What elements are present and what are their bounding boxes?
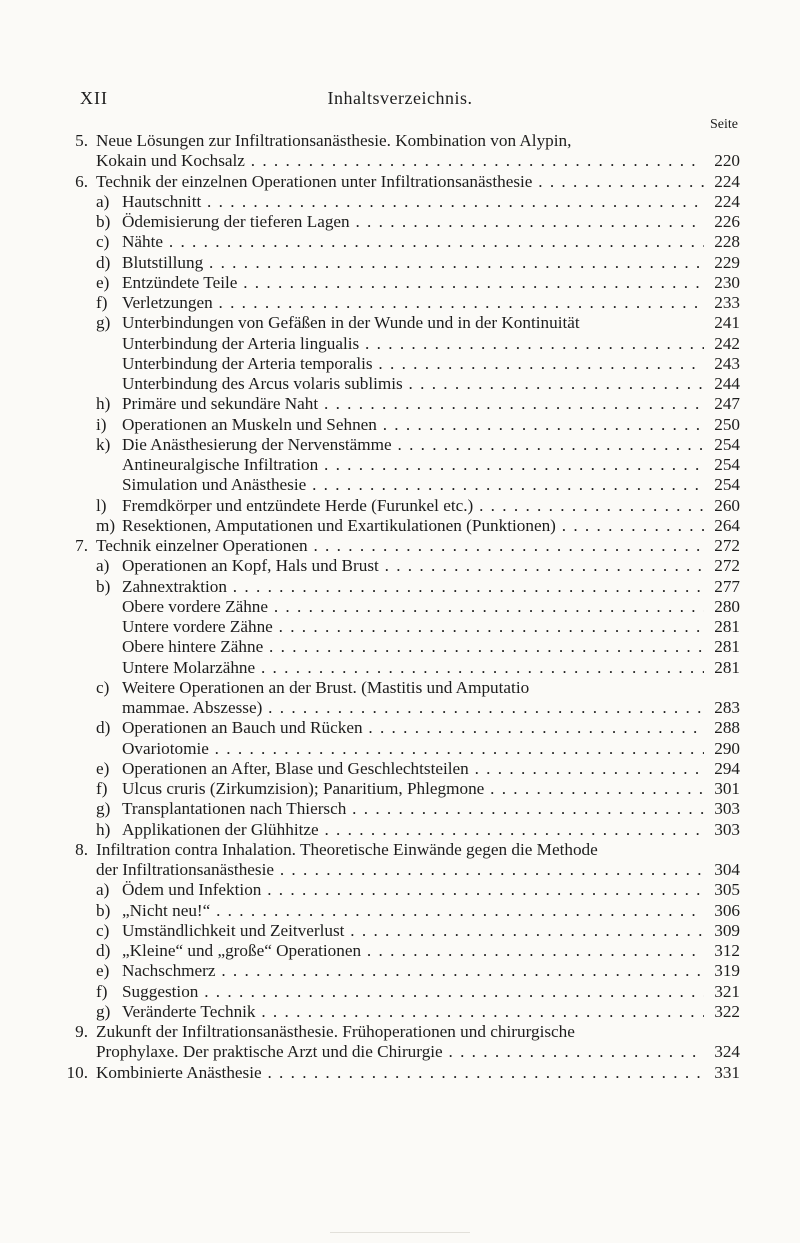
- toc-entry-body: [96, 536, 704, 556]
- toc-entry-page: 303: [714, 819, 740, 839]
- toc-entry-title: Weitere Operationen an der Brust. (Mastitis und Amputatio: [122, 677, 530, 697]
- toc-entry-letter: f): [96, 293, 108, 312]
- toc-entry-body: [96, 901, 704, 921]
- toc-entry-title: Suggestion . . .: [122, 982, 704, 1002]
- toc-entry-body: [96, 739, 704, 759]
- toc-entry-letter: l): [96, 495, 107, 515]
- toc-entry-title: Operationen an Kopf, Hals und Brust . . .: [122, 556, 704, 576]
- toc-entry-body: [96, 435, 704, 455]
- toc-entry-title: Operationen an Bauch und Rücken . . .: [122, 718, 704, 738]
- toc-entry: [66, 536, 740, 556]
- toc-entry-body: [96, 455, 704, 475]
- toc-entry-title: Unterbindung des Arcus volaris sublimis . . .: [122, 374, 704, 394]
- toc-entry-letter: c): [96, 677, 110, 697]
- toc-entry-body: [96, 192, 704, 212]
- toc-entry: [66, 151, 740, 171]
- toc-entry: [66, 273, 740, 293]
- toc-entry-page: 288: [714, 718, 740, 738]
- toc-entry: [66, 1022, 740, 1042]
- toc-entry-page: 224: [714, 191, 740, 211]
- toc-entry-number: 8.: [75, 839, 88, 859]
- toc-entry-body: [96, 941, 704, 961]
- toc-entry: [66, 131, 740, 151]
- toc-entry-letter: a): [96, 880, 110, 900]
- toc-entry: [66, 374, 740, 394]
- toc-entry: [66, 516, 740, 536]
- toc-entry-body: [96, 921, 704, 941]
- toc-entry: [66, 658, 740, 678]
- toc-entry-page: 280: [714, 596, 740, 616]
- toc-entry-title: Untere vordere Zähne . . .: [122, 617, 704, 637]
- toc-entry-title: Blutstillung . . .: [122, 253, 704, 273]
- toc-entry-letter: i): [96, 414, 107, 434]
- toc-entry-page: 260: [714, 495, 740, 515]
- table-of-contents: [66, 131, 740, 1083]
- toc-entry: [66, 435, 740, 455]
- toc-entry-page: 229: [714, 252, 740, 272]
- toc-entry: [66, 901, 740, 921]
- toc-entry-body: [96, 1002, 704, 1022]
- toc-entry-body: [96, 172, 704, 192]
- toc-entry-body: [96, 1063, 704, 1083]
- toc-entry-page: 241: [714, 313, 740, 333]
- toc-entry-letter: b): [96, 576, 111, 596]
- toc-entry-body: [96, 232, 704, 252]
- toc-entry-letter: f): [96, 981, 108, 1001]
- toc-entry: [66, 496, 740, 516]
- toc-entry-title: Ovariotomie . . .: [122, 739, 704, 759]
- toc-entry: [66, 293, 740, 313]
- toc-entry-body: [96, 374, 704, 394]
- toc-entry-body: [96, 577, 704, 597]
- toc-entry-title: mammae. Abszesse) . . .: [122, 698, 704, 718]
- toc-entry-page: 281: [714, 657, 740, 677]
- toc-entry-page: 290: [714, 738, 740, 758]
- toc-entry-body: [96, 759, 704, 779]
- toc-entry-page: 224: [714, 171, 740, 191]
- toc-entry-body: [96, 151, 704, 171]
- toc-entry-body: [96, 334, 704, 354]
- toc-entry-body: [96, 820, 704, 840]
- toc-entry-title: Operationen an Muskeln und Sehnen . . .: [122, 415, 704, 435]
- toc-entry: [66, 961, 740, 981]
- toc-entry-page: 301: [714, 779, 740, 798]
- toc-entry-page: 254: [714, 434, 740, 454]
- toc-entry-page: 233: [714, 293, 740, 312]
- toc-entry: [66, 1042, 740, 1062]
- toc-entry-page: 312: [714, 941, 740, 960]
- toc-entry-title: Primäre und sekundäre Naht . . .: [122, 394, 704, 414]
- toc-entry: [66, 415, 740, 435]
- toc-entry-letter: d): [96, 252, 111, 272]
- toc-entry-page: 264: [714, 515, 740, 535]
- toc-entry-body: [96, 415, 704, 435]
- toc-entry-title: Technik einzelner Operationen . . .: [96, 536, 704, 556]
- toc-entry-page: 281: [714, 637, 740, 657]
- toc-entry-title: Kombinierte Anästhesie . . .: [96, 1063, 704, 1083]
- toc-entry-letter: k): [96, 434, 111, 454]
- page-smudge-line: [330, 1232, 470, 1233]
- toc-entry: [66, 617, 740, 637]
- toc-entry-page: 294: [714, 758, 740, 778]
- toc-entry: [66, 475, 740, 495]
- toc-entry-title: Zahnextraktion . . .: [122, 577, 704, 597]
- toc-entry-page: 303: [714, 799, 740, 819]
- toc-entry: [66, 212, 740, 232]
- toc-entry-number: 7.: [75, 536, 88, 555]
- toc-entry: [66, 556, 740, 576]
- toc-entry-title: Zukunft der Infiltrationsanästhesie. Frühoperationen und chirurgische: [96, 1022, 575, 1041]
- toc-entry-title: Resektionen, Amputationen und Exartikulationen (Punktionen) . . .: [122, 516, 704, 536]
- toc-entry: [66, 354, 740, 374]
- toc-entry-page: 277: [714, 576, 740, 596]
- toc-entry-title: Unterbindungen von Gefäßen in der Wunde und in der Kontinuität: [122, 313, 580, 333]
- toc-entry-title: Nachschmerz . . .: [122, 961, 704, 981]
- toc-entry-body: [96, 475, 704, 495]
- toc-entry-page: 244: [714, 374, 740, 393]
- toc-entry-body: [96, 698, 704, 718]
- toc-entry-page: 243: [714, 353, 740, 373]
- toc-entry-page: 242: [714, 333, 740, 353]
- toc-entry: [66, 982, 740, 1002]
- toc-entry-body: [96, 860, 704, 880]
- toc-entry-number: 9.: [75, 1022, 88, 1041]
- toc-entry-letter: a): [96, 191, 110, 211]
- toc-entry-page: 281: [714, 617, 740, 636]
- toc-entry-page: 272: [714, 536, 740, 555]
- toc-entry-title: Ulcus cruris (Zirkumzision); Panaritium, Phlegmone . . .: [122, 779, 704, 799]
- toc-entry-title: „Kleine“ und „große“ Operationen . . .: [122, 941, 704, 961]
- toc-entry-body: [96, 658, 704, 678]
- toc-entry: [66, 880, 740, 900]
- toc-entry: [66, 192, 740, 212]
- toc-entry-body: [96, 617, 704, 637]
- toc-entry-title: Untere Molarzähne . . .: [122, 658, 704, 678]
- toc-entry: [66, 921, 740, 941]
- toc-entry-body: [96, 293, 704, 313]
- page-column-label: Seite: [710, 117, 738, 132]
- toc-entry: [66, 759, 740, 779]
- toc-entry: [66, 232, 740, 252]
- toc-entry-title: Unterbindung der Arteria temporalis . . .: [122, 354, 704, 374]
- toc-entry-letter: b): [96, 900, 111, 920]
- toc-entry-page: 322: [714, 1001, 740, 1021]
- toc-entry-page: 305: [714, 880, 740, 900]
- toc-entry-title: Neue Lösungen zur Infiltrationsanästhesie. Kombination von Alypin,: [96, 131, 572, 150]
- toc-entry-body: [96, 840, 704, 860]
- toc-entry-number: 10.: [66, 1062, 88, 1082]
- toc-entry: [66, 840, 740, 860]
- toc-entry-body: [96, 597, 704, 617]
- toc-entry-body: [96, 394, 704, 414]
- toc-entry-body: [96, 253, 704, 273]
- toc-entry: [66, 394, 740, 414]
- toc-entry-body: [96, 556, 704, 576]
- toc-entry-number: 5.: [75, 131, 88, 150]
- toc-entry-title: der Infiltrationsanästhesie . . .: [96, 860, 704, 880]
- toc-entry-page: 226: [714, 212, 740, 231]
- toc-entry: [66, 820, 740, 840]
- toc-entry-body: [96, 212, 704, 232]
- toc-entry-title: Operationen an After, Blase und Geschlechtsteilen . . .: [122, 759, 704, 779]
- toc-entry-letter: g): [96, 799, 111, 819]
- toc-entry-title: Infiltration contra Inhalation. Theoretische Einwände gegen die Methode: [96, 839, 598, 859]
- toc-entry-body: [96, 496, 704, 516]
- toc-entry-page: 254: [714, 475, 740, 495]
- toc-entry-letter: a): [96, 556, 110, 576]
- toc-entry-title: Umständlichkeit und Zeitverlust . . .: [122, 921, 704, 941]
- toc-entry-title: „Nicht neu!“ . . .: [122, 901, 704, 921]
- toc-entry-title: Ödemisierung der tieferen Lagen . . .: [122, 212, 704, 232]
- toc-entry-letter: c): [96, 232, 110, 252]
- toc-entry: [66, 739, 740, 759]
- toc-entry-body: [96, 516, 704, 536]
- toc-entry-body: [96, 718, 704, 738]
- toc-entry-body: [96, 678, 704, 698]
- toc-entry-page: 306: [714, 900, 740, 920]
- toc-entry-body: [96, 273, 704, 293]
- toc-entry-body: [96, 961, 704, 981]
- toc-entry-title: Die Anästhesierung der Nervenstämme . . .: [122, 435, 704, 455]
- toc-entry-letter: d): [96, 718, 111, 738]
- toc-entry-title: Obere vordere Zähne . . .: [122, 597, 704, 617]
- toc-entry: [66, 718, 740, 738]
- toc-entry-page: 272: [714, 556, 740, 576]
- toc-entry-body: [96, 313, 704, 333]
- page-title: Inhaltsverzeichnis.: [327, 88, 473, 108]
- toc-entry: [66, 1063, 740, 1083]
- toc-entry-body: [96, 354, 704, 374]
- toc-entry: [66, 455, 740, 475]
- toc-entry: [66, 799, 740, 819]
- toc-entry-letter: h): [96, 394, 111, 414]
- toc-entry-page: 220: [714, 151, 740, 171]
- toc-entry-page: 324: [714, 1042, 740, 1062]
- toc-entry-body: [96, 799, 704, 819]
- toc-entry-title: Verletzungen . . .: [122, 293, 704, 313]
- toc-entry-letter: m): [96, 515, 116, 535]
- toc-entry-body: [96, 131, 704, 151]
- toc-entry-body: [96, 637, 704, 657]
- toc-entry-title: Hautschnitt . . .: [122, 192, 704, 212]
- toc-entry: [66, 678, 740, 698]
- toc-entry: [66, 698, 740, 718]
- toc-entry-page: 319: [714, 961, 740, 981]
- toc-entry-page: 228: [714, 232, 740, 252]
- toc-entry-body: [96, 1042, 704, 1062]
- toc-entry-title: Ödem und Infektion . . .: [122, 880, 704, 900]
- toc-entry-page: 304: [714, 860, 740, 879]
- toc-entry-page: 283: [714, 698, 740, 717]
- toc-entry: [66, 941, 740, 961]
- toc-entry-letter: d): [96, 941, 111, 960]
- toc-entry-title: Fremdkörper und entzündete Herde (Furunkel etc.) . . .: [122, 496, 704, 516]
- toc-entry: [66, 597, 740, 617]
- toc-entry-page: 321: [714, 981, 740, 1001]
- toc-entry: [66, 172, 740, 192]
- toc-entry-body: [96, 1022, 704, 1042]
- toc-entry-letter: h): [96, 819, 111, 839]
- toc-entry-page: 331: [714, 1062, 740, 1082]
- toc-entry-title: Nähte . . .: [122, 232, 704, 252]
- toc-entry-title: Antineuralgische Infiltration . . .: [122, 455, 704, 475]
- toc-entry-title: Prophylaxe. Der praktische Arzt und die Chirurgie . . .: [96, 1042, 704, 1062]
- toc-entry-body: [96, 982, 704, 1002]
- page-header: [0, 88, 800, 112]
- toc-entry-letter: e): [96, 272, 110, 292]
- toc-entry-letter: g): [96, 1001, 111, 1021]
- toc-entry-title: Entzündete Teile . . .: [122, 273, 704, 293]
- toc-entry-title: Unterbindung der Arteria lingualis . . .: [122, 334, 704, 354]
- toc-entry-title: Obere hintere Zähne . . .: [122, 637, 704, 657]
- toc-entry: [66, 860, 740, 880]
- toc-entry-body: [96, 880, 704, 900]
- toc-entry-number: 6.: [75, 171, 88, 191]
- toc-entry-body: [96, 779, 704, 799]
- toc-entry: [66, 577, 740, 597]
- toc-entry-title: Kokain und Kochsalz . . .: [96, 151, 704, 171]
- toc-entry: [66, 1002, 740, 1022]
- toc-entry-letter: b): [96, 212, 111, 231]
- page-number: XII: [80, 88, 108, 108]
- toc-entry: [66, 779, 740, 799]
- toc-entry-page: 309: [714, 920, 740, 940]
- toc-entry-page: 230: [714, 272, 740, 292]
- toc-entry-title: Transplantationen nach Thiersch . . .: [122, 799, 704, 819]
- toc-entry-page: 247: [714, 394, 740, 414]
- toc-entry: [66, 637, 740, 657]
- toc-entry-page: 250: [714, 414, 740, 434]
- toc-entry: [66, 253, 740, 273]
- toc-entry-letter: e): [96, 961, 110, 981]
- toc-entry: [66, 334, 740, 354]
- toc-entry-letter: g): [96, 313, 111, 333]
- toc-entry-title: Technik der einzelnen Operationen unter Infiltrationsanästhesie . . .: [96, 172, 704, 192]
- toc-entry-page: 254: [714, 455, 740, 474]
- toc-entry-title: Veränderte Technik . . .: [122, 1002, 704, 1022]
- toc-entry-title: Simulation und Anästhesie . . .: [122, 475, 704, 495]
- toc-entry-letter: f): [96, 779, 108, 798]
- toc-entry-letter: c): [96, 920, 110, 940]
- toc-entry-letter: e): [96, 758, 110, 778]
- toc-entry-title: Applikationen der Glühhitze . . .: [122, 820, 704, 840]
- toc-entry: [66, 313, 740, 333]
